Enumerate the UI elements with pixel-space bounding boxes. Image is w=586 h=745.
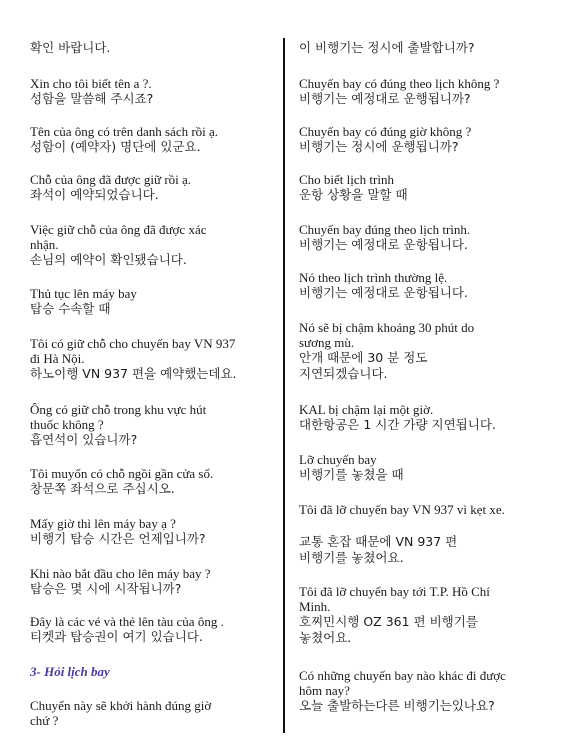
- korean-text: 운항 상황을 말할 때: [299, 187, 408, 202]
- korean-text: 대한항공은 1 시간 가량 지연됩니다.: [299, 417, 496, 432]
- korean-text: 안개 때문에 30 분 정도 지연되겠습니다.: [299, 350, 428, 381]
- vietnamese-text: Tôi đã lỡ chuyến bay VN 937 vì kẹt xe.: [299, 502, 505, 517]
- phrase-entry: [299, 76, 561, 107]
- phrase-entry: [299, 534, 561, 566]
- vietnamese-text: Tôi muyốn có chỗ ngồi gần cửa sổ.: [30, 466, 214, 481]
- phrase-entry: [30, 172, 275, 203]
- vietnamese-text: Ông có giữ chỗ trong khu vực hút thuốc không ?: [30, 402, 207, 432]
- korean-text: 좌석이 예약되었습니다.: [30, 187, 159, 202]
- column-divider: [283, 38, 285, 733]
- korean-text: 성함을 말씀해 주시죠?: [30, 91, 154, 106]
- phrase-entry: [299, 40, 561, 56]
- korean-text: 비행기는 예정대로 운행됩니까?: [299, 91, 471, 106]
- korean-text: 비행기는 정시에 운행됩니까?: [299, 139, 459, 154]
- korean-text: 비행기 탑승 시간은 언제입니까?: [30, 531, 206, 546]
- phrase-entry: [299, 584, 561, 646]
- phrase-entry: [30, 336, 275, 382]
- korean-text: 티켓과 탑승권이 여기 있습니다.: [30, 629, 203, 644]
- korean-text: 손님의 예약이 확인됐습니다.: [30, 252, 187, 267]
- phrase-entry: [299, 402, 561, 433]
- korean-text: 호찌민시행 OZ 361 편 비행기를 놓쳤어요.: [299, 614, 478, 645]
- vietnamese-text: KAL bị chậm lại một giờ.: [299, 402, 434, 417]
- phrase-entry: [30, 566, 275, 597]
- korean-text: 이 비행기는 정시에 출발합니까?: [299, 40, 475, 55]
- vietnamese-text: Cho biết lịch trình: [299, 172, 394, 187]
- phrase-entry: [30, 466, 275, 497]
- phrase-entry: [299, 668, 561, 714]
- korean-text: 비행기는 예정대로 운항됩니다.: [299, 285, 468, 300]
- phrase-entry: [299, 172, 561, 203]
- korean-text: 비행기를 놓쳤을 때: [299, 467, 404, 482]
- vietnamese-text: Xin cho tôi biết tên a ?.: [30, 76, 152, 91]
- korean-text: 오늘 출발하는다른 비행기는있나요?: [299, 698, 495, 713]
- vietnamese-text: Chuyến bay có đúng theo lịch không ?: [299, 76, 500, 91]
- phrase-entry: [30, 124, 275, 155]
- phrase-entry: [30, 40, 275, 56]
- korean-text: 교통 혼잡 때문에 VN 937 편 비행기를 놓쳤어요.: [299, 534, 458, 565]
- phrase-entry: [299, 502, 561, 517]
- phrase-entry: [30, 516, 275, 547]
- vietnamese-text: Khi nào bắt đầu cho lên máy bay ?: [30, 566, 211, 581]
- vietnamese-text: Đây là các vé và thẻ lên tàu của ông .: [30, 614, 224, 629]
- korean-text: 하노이행 VN 937 편을 예약했는데요.: [30, 366, 237, 381]
- phrase-entry: [299, 270, 561, 301]
- phrase-entry: [30, 222, 275, 268]
- vietnamese-text: Tên của ông có trên danh sách rồi ạ.: [30, 124, 219, 139]
- vietnamese-text: Nó sẽ bị chậm khoảng 30 phút do sương mù.: [299, 320, 475, 350]
- vietnamese-text: Nó theo lịch trình thường lệ.: [299, 270, 448, 285]
- phrase-entry: [30, 698, 275, 728]
- phrase-entry: [299, 124, 561, 155]
- korean-text: 탑승 수속할 때: [30, 301, 111, 316]
- phrase-entry: [30, 76, 275, 107]
- korean-text: 비행기는 예정대로 운항됩니다.: [299, 237, 468, 252]
- phrase-entry: [299, 222, 561, 253]
- vietnamese-text: Việc giữ chỗ của ông đã được xác nhận.: [30, 222, 207, 252]
- korean-text: 흡연석이 있습니까?: [30, 432, 138, 447]
- vietnamese-text: Chuyến này sẽ khởi hành đúng giờ chứ ?: [30, 698, 212, 728]
- korean-text: 창문쪽 좌석으로 주십시오.: [30, 481, 175, 496]
- vietnamese-text: Chỗ của ông đã được giữ rồi ạ.: [30, 172, 192, 187]
- vietnamese-text: Lỡ chuyến bay: [299, 452, 377, 467]
- phrase-entry: [299, 320, 561, 382]
- phrase-entry: [30, 286, 275, 317]
- section-heading: 3- Hỏi lịch bay: [30, 664, 110, 679]
- vietnamese-text: Tôi có giữ chỗ cho chuyến bay VN 937 đi Hà Nội.: [30, 336, 236, 366]
- vietnamese-text: Mấy giờ thì lên máy bay ạ ?: [30, 516, 176, 531]
- vietnamese-text: Tôi đã lỡ chuyến bay tới T.P. Hồ Chí Minh.: [299, 584, 490, 614]
- right-column: [299, 0, 561, 745]
- vietnamese-text: Chuyến bay đúng theo lịch trình.: [299, 222, 471, 237]
- vietnamese-text: Chuyến bay có đúng giờ không ?: [299, 124, 472, 139]
- korean-text: 탑승은 몇 시에 시작됩니까?: [30, 581, 182, 596]
- phrase-entry: [30, 614, 275, 645]
- korean-text: 성함이 (예약자) 명단에 있군요.: [30, 139, 201, 154]
- phrase-entry: [30, 402, 275, 448]
- vietnamese-text: Có những chuyến bay nào khác đi được hôm nay?: [299, 668, 506, 698]
- korean-text: 확인 바랍니다.: [30, 40, 111, 55]
- vietnamese-text: Thủ tục lên máy bay: [30, 286, 137, 301]
- left-column: [30, 0, 275, 745]
- phrase-entry: [299, 452, 561, 483]
